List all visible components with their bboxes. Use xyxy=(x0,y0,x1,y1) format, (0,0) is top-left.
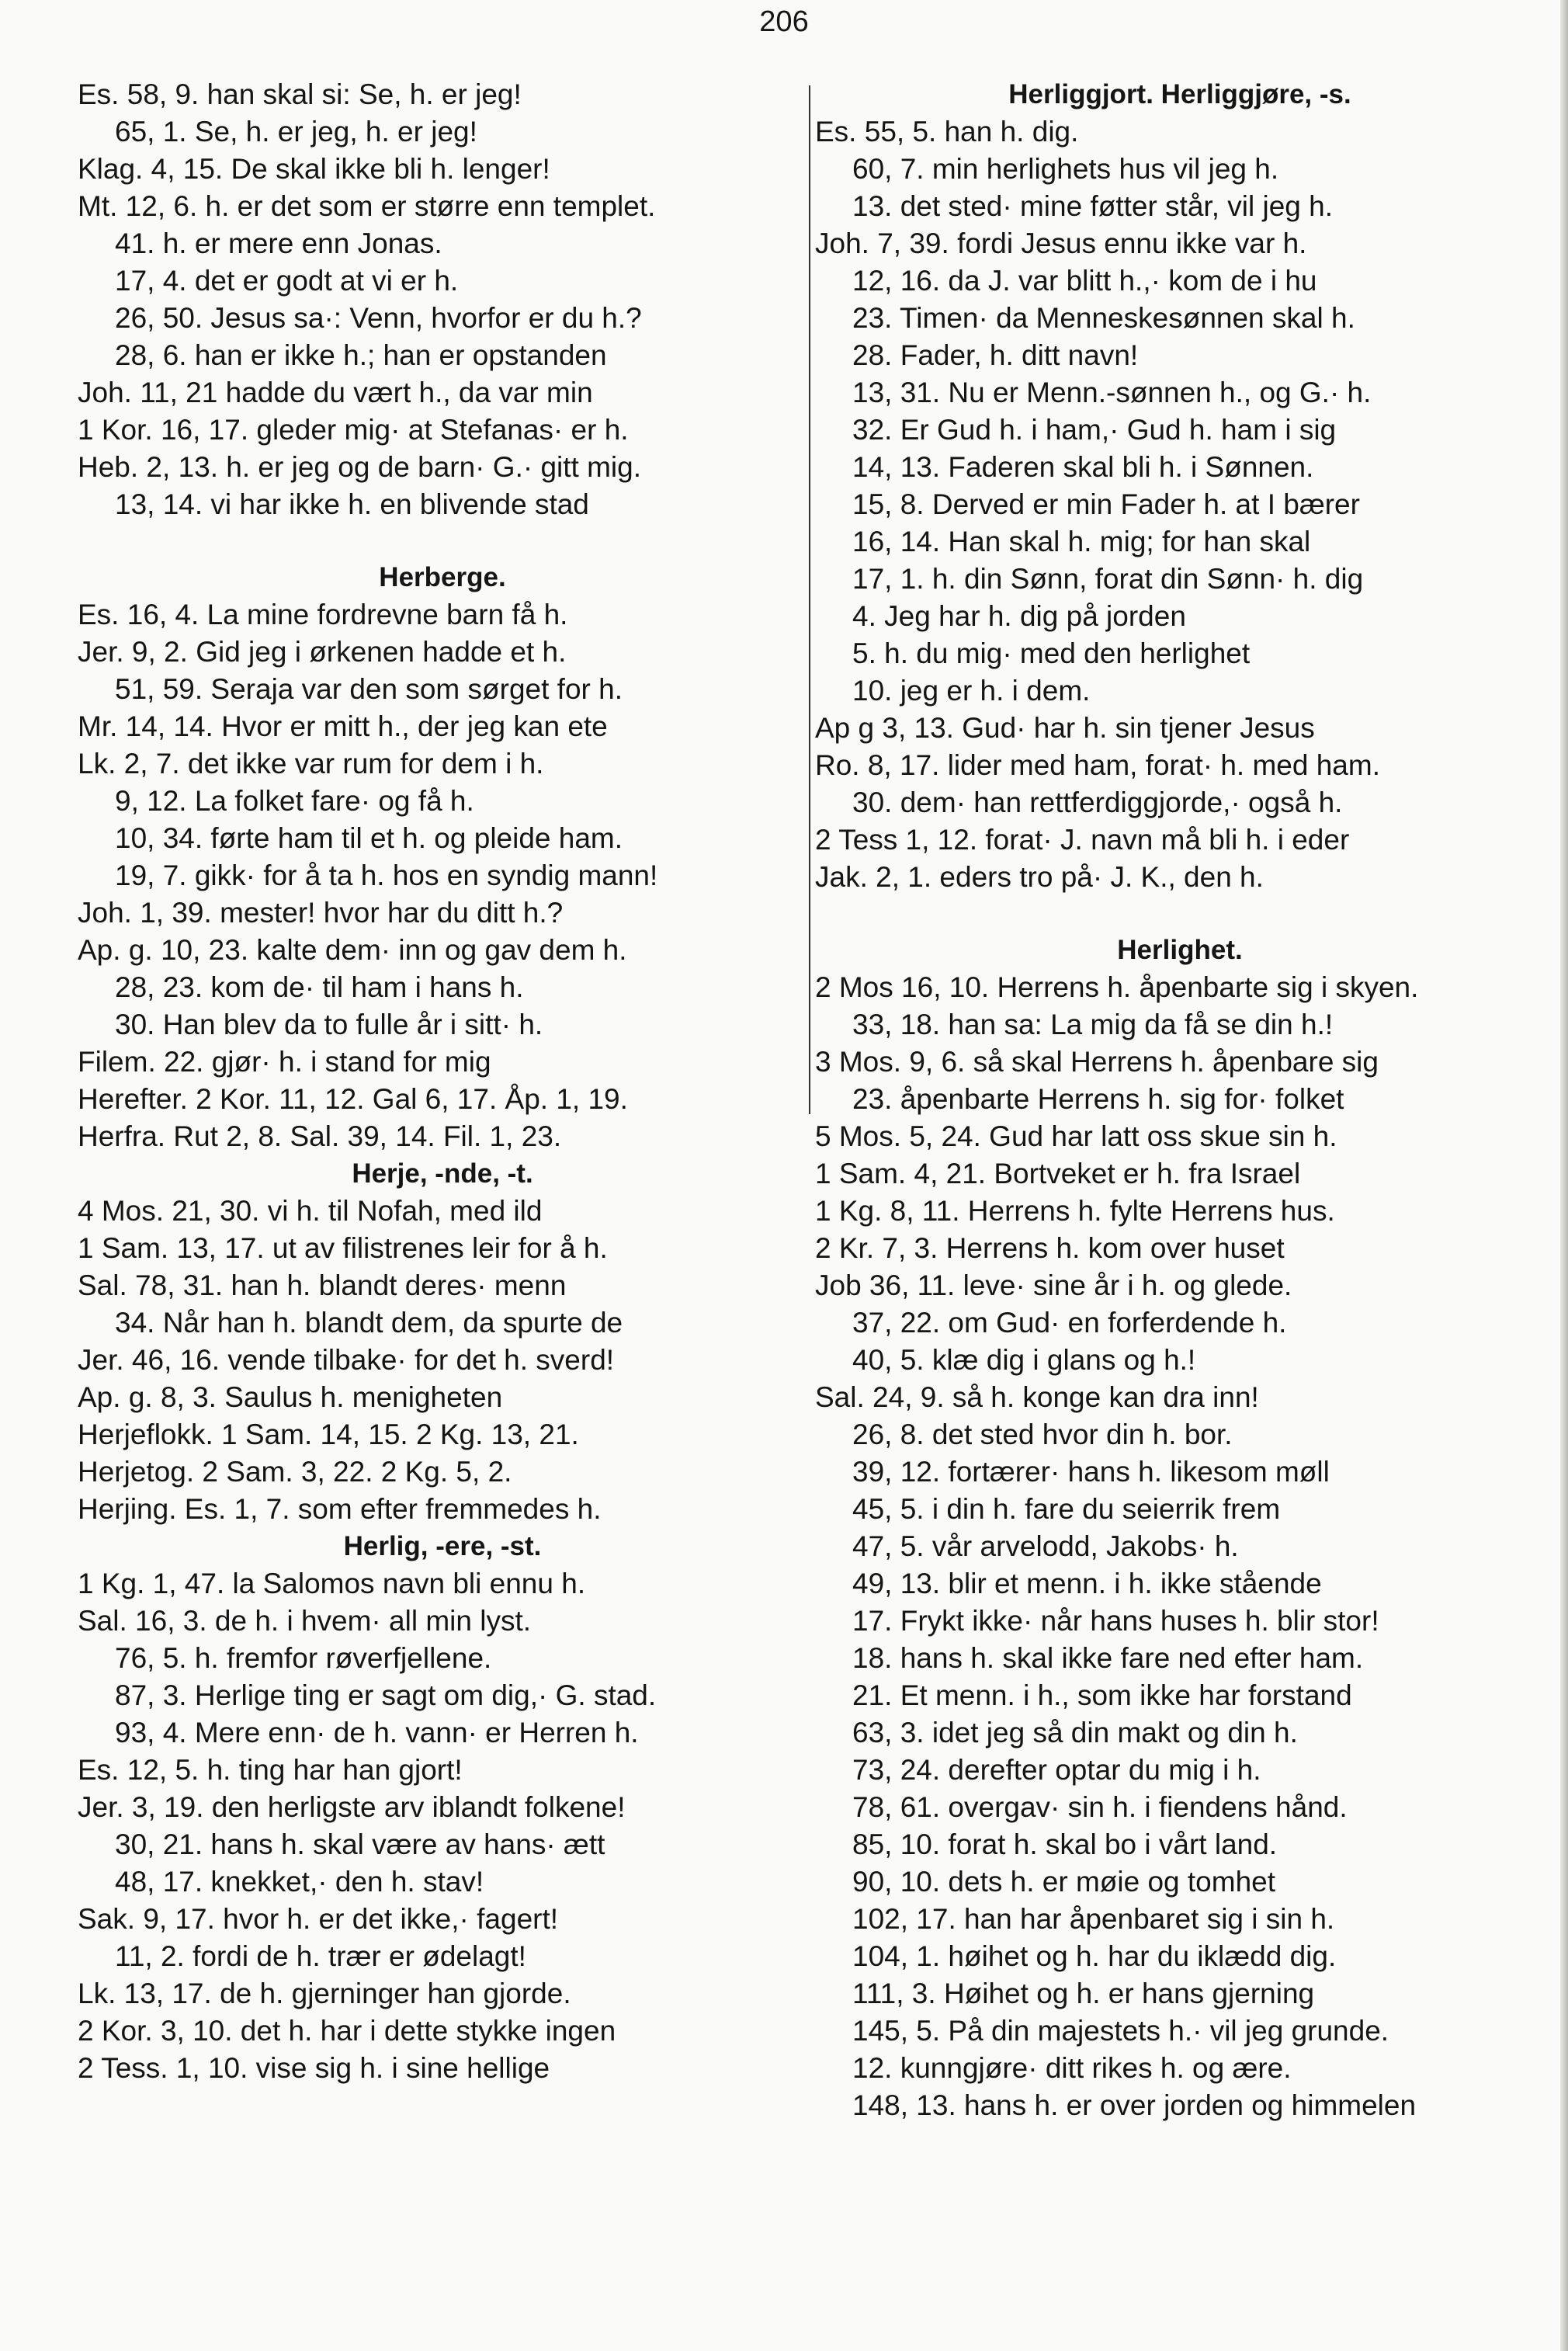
reference-line: 34. Når han h. blandt dem, da spurte de xyxy=(115,1307,623,1339)
reference-line: Joh. 1, 39. mester! hvor har du ditt h.? xyxy=(78,897,564,929)
reference-line: Heb. 2, 13. h. er jeg og de barn· G.· gitt mig. xyxy=(78,451,641,483)
reference-line: Ap. g. 8, 3. Saulus h. menigheten xyxy=(78,1381,503,1413)
right-column xyxy=(815,76,1545,2351)
reference-line: Sak. 9, 17. hvor h. er det ikke,· fagert! xyxy=(78,1903,559,1935)
reference-line: 78, 61. overgav· sin h. i fiendens hånd. xyxy=(852,1791,1348,1823)
reference-line: Joh. 11, 21 hadde du vært h., da var min xyxy=(78,377,593,408)
reference-line: 9, 12. La folket fare· og få h. xyxy=(115,785,474,817)
reference-line: 87, 3. Herlige ting er sagt om dig,· G. stad. xyxy=(115,1679,657,1711)
reference-line: 13, 14. vi har ikke h. en blivende stad xyxy=(115,488,589,520)
reference-line: 2 Mos 16, 10. Herrens h. åpenbarte sig i skyen. xyxy=(815,971,1419,1003)
reference-line: 33, 18. han sa: La mig da få se din h.! xyxy=(852,1009,1334,1040)
reference-line: 73, 24. derefter optar du mig i h. xyxy=(852,1754,1261,1786)
reference-line: Jak. 2, 1. eders tro på· J. K., den h. xyxy=(815,861,1264,893)
reference-line: 10, 34. førte ham til et h. og pleide ham. xyxy=(115,822,623,854)
reference-line: Klag. 4, 15. De skal ikke bli h. lenger! xyxy=(78,153,550,185)
reference-line: 40, 5. klæ dig i glans og h.! xyxy=(852,1344,1196,1376)
reference-line: 45, 5. i din h. fare du seierrik frem xyxy=(852,1493,1281,1525)
reference-line: 17, 1. h. din Sønn, forat din Sønn· h. dig xyxy=(852,563,1364,595)
entry-heading: Herlighet. xyxy=(1117,935,1243,965)
reference-line: Lk. 13, 17. de h. gjerninger han gjorde. xyxy=(78,1978,571,2009)
reference-line: 4. Jeg har h. dig på jorden xyxy=(852,600,1186,632)
page-number: 206 xyxy=(759,5,809,38)
reference-line: 26, 50. Jesus sa·: Venn, hvorfor er du h.? xyxy=(115,302,642,334)
reference-line: 30. Han blev da to fulle år i sitt· h. xyxy=(115,1009,543,1040)
reference-line: 21. Et menn. i h., som ikke har forstand xyxy=(852,1679,1352,1711)
reference-line: 104, 1. høihet og h. har du iklædd dig. xyxy=(852,1940,1337,1972)
entry-heading: Herje, -nde, -t. xyxy=(352,1158,533,1189)
reference-line: Job 36, 11. leve· sine år i h. og glede. xyxy=(815,1269,1292,1301)
reference-line: 28, 23. kom de· til ham i hans h. xyxy=(115,971,524,1003)
reference-line: 17. Frykt ikke· når hans huses h. blir stor! xyxy=(852,1605,1379,1637)
reference-line: Herefter. 2 Kor. 11, 12. Gal 6, 17. Åp. 1, 19. xyxy=(78,1083,628,1115)
reference-line: 47, 5. vår arvelodd, Jakobs· h. xyxy=(852,1530,1239,1562)
spacer xyxy=(78,523,807,559)
reference-line: 18. hans h. skal ikke fare ned efter ham. xyxy=(852,1642,1364,1674)
reference-line: 2 Kr. 7, 3. Herrens h. kom over huset xyxy=(815,1232,1285,1264)
reference-line: 1 Kg. 8, 11. Herrens h. fylte Herrens hus. xyxy=(815,1195,1335,1227)
reference-line: 17, 4. det er godt at vi er h. xyxy=(115,265,459,297)
entry-heading: Herberge. xyxy=(379,562,506,592)
reference-line: Joh. 7, 39. fordi Jesus ennu ikke var h. xyxy=(815,227,1307,259)
reference-line: 65, 1. Se, h. er jeg, h. er jeg! xyxy=(115,116,477,148)
reference-line: 13. det sted· mine føtter står, vil jeg h. xyxy=(852,190,1333,222)
reference-line: Jer. 3, 19. den herligste arv iblandt folkene! xyxy=(78,1791,626,1823)
reference-line: 37, 22. om Gud· en forferdende h. xyxy=(852,1307,1287,1339)
reference-line: 4 Mos. 21, 30. vi h. til Nofah, med ild xyxy=(78,1195,543,1227)
reference-line: Lk. 2, 7. det ikke var rum for dem i h. xyxy=(78,748,544,780)
reference-line: 76, 5. h. fremfor røverfjellene. xyxy=(115,1642,492,1674)
reference-line: 5 Mos. 5, 24. Gud har latt oss skue sin h. xyxy=(815,1120,1337,1152)
reference-line: 15, 8. Derved er min Fader h. at I bærer xyxy=(852,488,1360,520)
spacer xyxy=(815,896,1545,932)
reference-line: 28. Fader, h. ditt navn! xyxy=(852,339,1139,371)
reference-line: 13, 31. Nu er Menn.-sønnen h., og G.· h. xyxy=(852,377,1372,408)
reference-line: 2 Tess. 1, 10. vise sig h. i sine hellige xyxy=(78,2052,550,2084)
entry-heading: Herlig, -ere, -st. xyxy=(343,1531,542,1561)
reference-line: 3 Mos. 9, 6. så skal Herrens h. åpenbare sig xyxy=(815,1046,1379,1078)
reference-line: Mr. 14, 14. Hvor er mitt h., der jeg kan ete xyxy=(78,710,608,742)
reference-line: 26, 8. det sted hvor din h. bor. xyxy=(852,1419,1233,1450)
reference-line: 49, 13. blir et menn. i h. ikke stående xyxy=(852,1568,1322,1599)
reference-line: Jer. 9, 2. Gid jeg i ørkenen hadde et h. xyxy=(78,636,567,668)
column-divider xyxy=(809,85,810,1114)
reference-line: 48, 17. knekket,· den h. stav! xyxy=(115,1866,484,1898)
reference-line: 51, 59. Seraja var den som sørget for h. xyxy=(115,673,623,705)
reference-line: Es. 58, 9. han skal si: Se, h. er jeg! xyxy=(78,78,522,110)
reference-line: Ap g 3, 13. Gud· har h. sin tjener Jesus xyxy=(815,712,1315,744)
reference-line: 11, 2. fordi de h. trær er ødelagt! xyxy=(115,1940,526,1972)
reference-line: 12. kunngjøre· ditt rikes h. og ære. xyxy=(852,2052,1292,2084)
reference-line: 102, 17. han har åpenbaret sig i sin h. xyxy=(852,1903,1335,1935)
reference-line: 19, 7. gikk· for å ta h. hos en syndig mann! xyxy=(115,859,658,891)
reference-line: Ro. 8, 17. lider med ham, forat· h. med ham. xyxy=(815,749,1380,781)
reference-line: 1 Kg. 1, 47. la Salomos navn bli ennu h. xyxy=(78,1568,586,1599)
reference-line: 10. jeg er h. i dem. xyxy=(852,675,1091,707)
reference-line: Sal. 78, 31. han h. blandt deres· menn xyxy=(78,1269,567,1301)
reference-line: Jer. 46, 16. vende tilbake· for det h. sverd! xyxy=(78,1344,615,1376)
reference-line: 14, 13. Faderen skal bli h. i Sønnen. xyxy=(852,451,1314,483)
reference-line: 1 Sam. 13, 17. ut av filistrenes leir for å h. xyxy=(78,1232,608,1264)
reference-line: 41. h. er mere enn Jonas. xyxy=(115,227,442,259)
reference-line: 111, 3. Høihet og h. er hans gjerning xyxy=(852,1978,1315,2009)
reference-line: 23. åpenbarte Herrens h. sig for· folket xyxy=(852,1083,1344,1115)
reference-line: Sal. 24, 9. så h. konge kan dra inn! xyxy=(815,1381,1259,1413)
reference-line: Ap. g. 10, 23. kalte dem· inn og gav dem h. xyxy=(78,934,627,966)
reference-line: Es. 16, 4. La mine fordrevne barn få h. xyxy=(78,599,568,630)
page-edge-shadow xyxy=(1560,0,1568,2351)
reference-line: 23. Timen· da Menneskesønnen skal h. xyxy=(852,302,1355,334)
reference-line: Herfra. Rut 2, 8. Sal. 39, 14. Fil. 1, 23. xyxy=(78,1120,562,1152)
reference-line: Es. 55, 5. han h. dig. xyxy=(815,116,1079,148)
reference-line: 2 Tess 1, 12. forat· J. navn må bli h. i eder xyxy=(815,824,1350,856)
reference-line: 28, 6. han er ikke h.; han er opstanden xyxy=(115,339,607,371)
reference-line: 90, 10. dets h. er møie og tomhet xyxy=(852,1866,1276,1898)
reference-line: 30, 21. hans h. skal være av hans· ætt xyxy=(115,1828,605,1860)
reference-line: 39, 12. fortærer· hans h. likesom møll xyxy=(852,1456,1330,1488)
reference-line: 60, 7. min herlighets hus vil jeg h. xyxy=(852,153,1279,185)
reference-line: Herjing. Es. 1, 7. som efter fremmedes h. xyxy=(78,1493,602,1525)
reference-line: 1 Kor. 16, 17. gleder mig· at Stefanas· er h. xyxy=(78,414,629,446)
reference-line: 2 Kor. 3, 10. det h. har i dette stykke ingen xyxy=(78,2015,616,2047)
reference-line: 12, 16. da J. var blitt h.,· kom de i hu xyxy=(852,265,1317,297)
reference-line: 30. dem· han rettferdiggjorde,· også h. xyxy=(852,787,1343,818)
reference-line: Herjetog. 2 Sam. 3, 22. 2 Kg. 5, 2. xyxy=(78,1456,512,1488)
reference-line: 63, 3. idet jeg så din makt og din h. xyxy=(852,1717,1298,1748)
entry-heading: Herliggjort. Herliggjøre, -s. xyxy=(1008,79,1351,109)
left-column xyxy=(78,76,807,2351)
reference-line: 145, 5. På din majestets h.· vil jeg grunde. xyxy=(852,2015,1389,2047)
reference-line: Mt. 12, 6. h. er det som er større enn templet. xyxy=(78,190,656,222)
reference-line: 32. Er Gud h. i ham,· Gud h. ham i sig xyxy=(852,414,1337,446)
reference-line: 16, 14. Han skal h. mig; for han skal xyxy=(852,526,1311,557)
reference-line: Es. 12, 5. h. ting har han gjort! xyxy=(78,1754,463,1786)
reference-line: 85, 10. forat h. skal bo i vårt land. xyxy=(852,1828,1278,1860)
reference-line: Filem. 22. gjør· h. i stand for mig xyxy=(78,1046,491,1078)
reference-line: 5. h. du mig· med den herlighet xyxy=(852,637,1251,669)
reference-line: Sal. 16, 3. de h. i hvem· all min lyst. xyxy=(78,1605,532,1637)
reference-line: Herjeflokk. 1 Sam. 14, 15. 2 Kg. 13, 21. xyxy=(78,1419,579,1450)
reference-line: 1 Sam. 4, 21. Bortveket er h. fra Israel xyxy=(815,1158,1301,1189)
reference-line: 148, 13. hans h. er over jorden og himmelen xyxy=(852,2089,1417,2121)
reference-line: 93, 4. Mere enn· de h. vann· er Herren h. xyxy=(115,1717,639,1748)
